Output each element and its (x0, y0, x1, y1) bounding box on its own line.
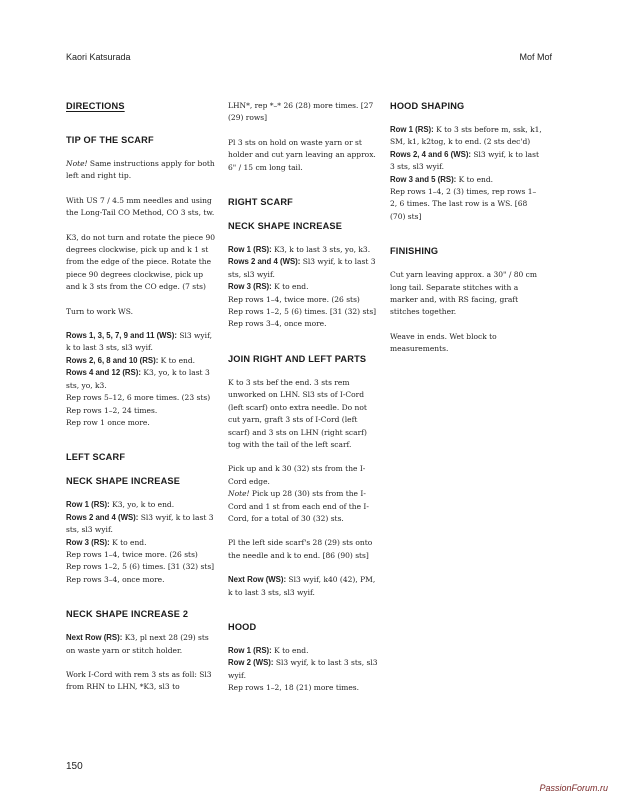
join-heading: JOIN RIGHT AND LEFT PARTS (228, 353, 367, 364)
column-3 (390, 100, 542, 356)
left-neck2-next-row: Next Row (RS): K3, pl next 28 (29) sts on waste yarn or stitch holder. (66, 633, 209, 655)
shaping-row-1: Row 1 (RS): K to 3 sts before m, ssk, k1, SM, k1, k2tog, k to end. (2 sts dec'd) (390, 125, 542, 147)
right-neck-row-2: Rows 2 and 4 (WS): Sl3 wyif, k to last 3 sts, sl3 wyif. (228, 257, 376, 279)
tip-rep-1: Rep rows 5–12, 6 more times. (23 sts) (66, 393, 211, 403)
join-place: Pl the left side scarf's 28 (29) sts onto the needle and k to end. [86 (90) sts] (228, 538, 373, 560)
directions-heading: DIRECTIONS (66, 101, 125, 111)
right-neck-heading: NECK SHAPE INCREASE (228, 221, 343, 232)
left-neck-rep-3: Rep rows 3–4, once more. (66, 574, 165, 584)
hood-rep: Rep rows 1–2, 18 (21) more times. (228, 683, 360, 693)
tip-rotate: K3, do not turn and rotate the piece 90 degrees clockwise, pick up and k 1 st from the edge of the piece. Rotate the piece 90 degrees clockwise, pick up and k 3 sts from the CO edge. (7 sts) (66, 232, 216, 292)
icord-hold: Pl 3 sts on hold on waste yarn or st holder and cut yarn leaving an approx. 6" / 15 cm long tail. (228, 137, 376, 172)
right-neck-rep-2: Rep rows 1–2, 5 (6) times. [31 (32) sts] (228, 307, 377, 317)
right-neck-row-1: Row 1 (RS): K3, k to last 3 sts, yo, k3. (228, 245, 371, 255)
page-number: 150 (66, 761, 83, 772)
tip-rep-2: Rep rows 1–2, 24 times. (66, 405, 158, 415)
left-icord: Work I-Cord with rem 3 sts as foll: Sl3 from RHN to LHN, *K3, sl3 to (66, 669, 212, 692)
left-neck-rep-2: Rep rows 1–2, 5 (6) times. [31 (32) sts] (66, 562, 215, 572)
shaping-row-2: Rows 2, 4 and 6 (WS): Sl3 wyif, k to last 3 sts, sl3 wyif. (390, 149, 539, 172)
hood-heading: HOOD (228, 621, 257, 632)
finishing-block: Weave in ends. Wet block to measurements. (390, 331, 497, 354)
finishing-heading: FINISHING (390, 246, 439, 257)
left-neck-row-3: Row 3 (RS): K to end. (66, 537, 147, 547)
tip-note: Note! Same instructions apply for both left and right tip. (66, 159, 215, 181)
left-neck-row-2: Rows 2 and 4 (WS): Sl3 wyif, k to last 3 sts, sl3 wyif. (66, 512, 214, 535)
shaping-row-3: Row 3 and 5 (RS): K to end. (390, 174, 494, 184)
header-title: Mof Mof (519, 52, 552, 62)
finishing-graft: Cut yarn leaving approx. a 30" / 80 cm long tail. Separate stitches with a marker and, with RS facing, graft stitches together. (390, 270, 537, 317)
right-neck-rep-3: Rep rows 3–4, once more. (228, 319, 327, 329)
hood-row-2: Row 2 (WS): Sl3 wyif, k to last 3 sts, sl3 wyif. (228, 658, 378, 680)
right-neck-row-3: Row 3 (RS): K to end. (228, 282, 309, 292)
column-2 (228, 100, 380, 695)
column-1 (66, 100, 218, 694)
join-graft: K to 3 sts bef the end. 3 sts rem unworked on LHN. Sl3 sts of I-Cord (left scarf) onto extra needle. Do not cut yarn, graft 3 sts of I-Cord (left scarf) and 3 sts on LHN (right scarf) tog with the tail of the left scarf. (228, 377, 367, 449)
tip-row-inc: Rows 4 and 12 (RS): K3, yo, k to last 3 sts, yo, k3. (66, 368, 210, 390)
left-neck2-heading: NECK SHAPE INCREASE 2 (66, 609, 189, 620)
left-neck-row-1: Row 1 (RS): K3, yo, k to end. (66, 500, 175, 510)
left-neck-rep-1: Rep rows 1–4, twice more. (26 sts) (66, 549, 198, 559)
hood-shaping-heading: HOOD SHAPING (390, 101, 465, 111)
join-note: Note! Pick up 28 (30) sts from the I-Cord and 1 st from each end of the I-Cord, for a total of 30 (32) sts. (228, 489, 369, 523)
shaping-rep: Rep rows 1–4, 2 (3) times, rep rows 1–2, 6 times. The last row is a WS. [68 (70) sts] (390, 187, 537, 221)
right-scarf-heading: RIGHT SCARF (228, 197, 293, 208)
tip-rep-3: Rep row 1 once more. (66, 417, 150, 427)
hood-row-1: Row 1 (RS): K to end. (228, 645, 309, 655)
header-author: Kaori Katsurada (66, 52, 131, 62)
left-scarf-heading: LEFT SCARF (66, 452, 126, 463)
join-next-row: Next Row (WS): Sl3 wyif, k40 (42), PM, k to last 3 sts, sl3 wyif. (228, 575, 376, 597)
tip-cast-on: With US 7 / 4.5 mm needles and using the Long-Tail CO Method, CO 3 sts, tw. (66, 195, 215, 218)
watermark: PassionForum.ru (539, 783, 608, 793)
join-pickup: Pick up and k 30 (32) sts from the I-Cord edge. (228, 464, 366, 486)
icord-cont: LHN*, rep *–* 26 (28) more times. [27 (29) rows] (228, 101, 374, 123)
tip-row-odd: Rows 1, 3, 5, 7, 9 and 11 (WS): Sl3 wyif, k to last 3 sts, sl3 wyif. (66, 331, 212, 353)
left-neck-heading: NECK SHAPE INCREASE (66, 476, 181, 487)
tip-turn: Turn to work WS. (66, 306, 133, 316)
tip-row-even: Rows 2, 6, 8 and 10 (RS): K to end. (66, 355, 196, 365)
right-neck-rep-1: Rep rows 1–4, twice more. (26 sts) (228, 294, 360, 304)
tip-heading: TIP OF THE SCARF (66, 135, 154, 145)
